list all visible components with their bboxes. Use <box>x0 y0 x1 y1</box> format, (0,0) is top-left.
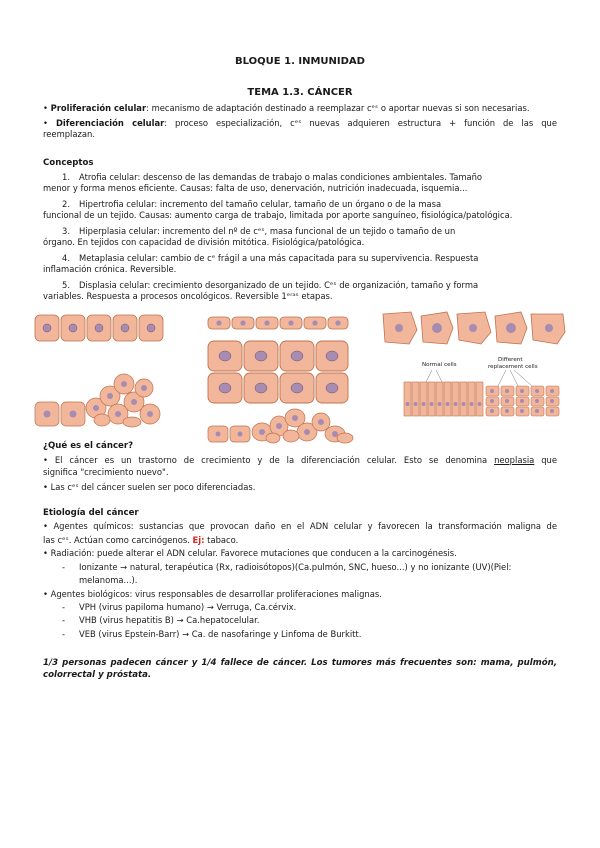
radiacion-sub: Ionizante → natural, terapéutica (Rx, radioisótopos)(Ca.pulmón, SNC, hueso...) y no ionizante (UV)(Piel: <box>79 562 512 572</box>
intro-term: Proliferación celular <box>50 103 147 113</box>
conceptos-title: Conceptos <box>43 158 94 168</box>
concepto-line: funcional de un tejido. Causas: aumento carga de trabajo, limitada por aporte sanguíneo, fisiológica/patológica. <box>43 210 513 220</box>
concepto-num: 3. <box>62 226 70 236</box>
label-different: Different <box>498 357 523 363</box>
intro-text: : mecanismo de adaptación destinado a reemplazar cᵉˢ o aportar nuevas si son necesarias. <box>146 103 530 113</box>
que-es-bullet-2: • Las cᵉˢ del cáncer suelen ser poco diferenciadas. <box>43 482 256 492</box>
concepto-line: variables. Respuesta a procesos oncológicos. Reversible 1ᵉʳᵃˢ etapas. <box>43 291 333 301</box>
que-es-text: • El cáncer es un trastorno de crecimiento y de la diferenciación celular. Esto se denomina <box>43 455 488 465</box>
etiologia-quimicos-cont <box>43 535 238 546</box>
intro-bullet: • <box>43 103 48 113</box>
etiologia-biologicos: • Agentes biológicos: virus responsables de desarrollar proliferaciones malignas. <box>43 589 382 599</box>
concepto-line: menor y forma menos eficiente. Causas: falta de uso, denervación, nutrición inadecuada, isquemia... <box>43 183 468 193</box>
que-es-text: que <box>541 455 557 465</box>
concepto-num: 1. <box>62 172 70 182</box>
label-replacement-cells: replacement cells <box>488 364 538 370</box>
cells-normal-illustration <box>34 313 164 343</box>
concepto-line: Displasia celular: crecimiento desorganizado de un tejido. Cᵉˢ de organización, tamaño y forma <box>79 280 479 290</box>
label-normal-cells: Normal cells <box>422 362 457 368</box>
virus-item: VPH (virus papiloma humano) → Verruga, Ca.cérvix. <box>79 602 297 612</box>
concepto-num: 5. <box>62 280 70 290</box>
cells-atrophy-illustration <box>207 315 349 331</box>
concepto-num: 2. <box>62 199 70 209</box>
neoplasia-term: neoplasia <box>494 455 535 465</box>
etiologia-title: Etiología del cáncer <box>43 508 139 518</box>
virus-dash: - <box>62 629 66 639</box>
virus-item: VHB (virus hepatitis B) → Ca.hepatocelular. <box>79 615 260 625</box>
bloque-title: BLOQUE 1. INMUNIDAD <box>235 56 365 67</box>
que-es-bullet-1 <box>43 455 557 466</box>
concepto-line: Metaplasia celular: cambio de cᵉ frágil a una más capacitada para su supervivencia. Respuesta <box>79 253 479 263</box>
virus-dash: - <box>62 602 66 612</box>
cells-neoplasia-illustration <box>34 372 166 428</box>
concepto-num: 4. <box>62 253 70 263</box>
concepto-line: Hiperplasia celular: incremento del nº de cᵉˢ, masa funcional de un tejido o tamaño de un <box>79 226 456 236</box>
etiologia-quimicos: • Agentes químicos: sustancias que provocan daño en el ADN celular y favorecen la transformación maligna de <box>43 521 557 531</box>
virus-item: VEB (virus Epstein-Barr) → Ca. de nasofaringe y Linfoma de Burkitt. <box>79 629 362 639</box>
cells-metaplasia-illustration <box>402 370 568 418</box>
etiologia-radiacion: • Radiación: puede alterar el ADN celular. Favorece mutaciones que conducen a la carcinogénesis. <box>43 548 457 558</box>
cells-irregular-illustration <box>381 310 567 346</box>
concepto-line: órgano. En tejidos con capacidad de división mitótica. Fisiológica/patológica. <box>43 237 365 247</box>
intro-term: Diferenciación celular <box>55 118 165 128</box>
intro-diferenciacion <box>43 118 557 129</box>
intro-text: : proceso especialización, cᵉˢ nuevas adquieren estructura + función de las que <box>164 118 557 128</box>
tema-title: TEMA 1.3. CÁNCER <box>247 87 353 98</box>
concepto-line: inflamación crónica. Reversible. <box>43 264 177 274</box>
footer-note-line-1: 1/3 personas padecen cáncer y 1/4 fallece de cáncer. Los tumores más frecuentes son: mama, pulmón, <box>43 658 557 668</box>
virus-dash: - <box>62 615 66 625</box>
ej-label: Ej: <box>192 535 205 545</box>
quimicos-text: las cᵉˢ. Actúan como carcinógenos. <box>43 535 190 545</box>
quimicos-text: tabaco. <box>207 535 239 545</box>
radiacion-dash: - <box>62 562 66 572</box>
concepto-line: Hipertrofia celular: incremento del tamaño celular, tamaño de un órgano o de la masa <box>79 199 442 209</box>
intro-bullet: • <box>43 118 48 128</box>
que-es-title: ¿Qué es el cáncer? <box>43 441 134 451</box>
concepto-line: Atrofia celular: descenso de las demandas de trabajo o malas condiciones ambientales. Tamaño <box>79 172 483 182</box>
intro-diferenciacion-cont: reemplazan. <box>43 129 95 139</box>
cells-hypertrophy-illustration <box>207 340 349 404</box>
radiacion-sub-cont: melanoma...). <box>79 575 138 585</box>
intro-proliferacion <box>43 103 530 114</box>
que-es-bullet-1-cont: significa "crecimiento nuevo". <box>43 467 169 477</box>
cells-dysplasia-illustration <box>207 404 355 444</box>
footer-note-line-2: colorrectal y próstata. <box>43 670 152 680</box>
